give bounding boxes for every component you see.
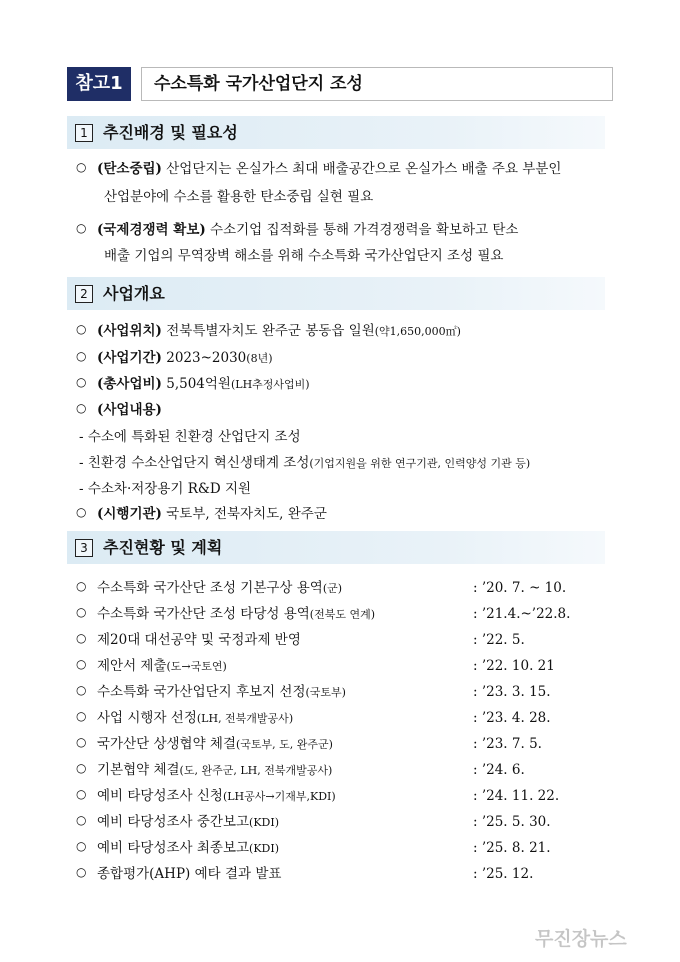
- schedule-item: [97, 838, 279, 859]
- bullet-icon: ○: [76, 735, 87, 749]
- content-text: - 수소차·저장용기 R&D 지원: [79, 481, 252, 497]
- schedule-text: 제20대 대선공약 및 국정과제 반영: [97, 632, 301, 648]
- overview-content-label: (사업내용): [97, 402, 162, 418]
- schedule-text: 수소특화 국가산단 조성 타당성 용역: [97, 606, 310, 622]
- schedule-date: : ’25. 5. 30.: [473, 814, 551, 830]
- schedule-date: : ’23. 4. 28.: [473, 710, 551, 726]
- schedule-item: [97, 734, 333, 755]
- bullet-icon: ○: [76, 322, 87, 336]
- content-item: [79, 453, 530, 474]
- item-text: 전북특별자치도 완주군 봉동읍 일원: [161, 323, 375, 339]
- item-note: (8년): [246, 352, 273, 365]
- bullet-icon: ○: [76, 579, 87, 593]
- schedule-item: [97, 604, 375, 625]
- schedule-date: : ’21.4.~’22.8.: [473, 606, 571, 622]
- overview-location: [97, 321, 461, 342]
- item-label: (탄소중립): [97, 161, 162, 177]
- schedule-item: [97, 786, 336, 807]
- schedule-item: [97, 708, 293, 729]
- schedule-note: (KDI): [249, 842, 280, 855]
- bullet-icon: ○: [76, 709, 87, 723]
- section-header-background: [67, 116, 605, 149]
- schedule-date: : ’25. 8. 21.: [473, 840, 551, 856]
- schedule-text: 사업 시행자 선정: [97, 710, 197, 726]
- schedule-date: : ’23. 3. 15.: [473, 684, 551, 700]
- schedule-date: : ’20. 7. ~ 10.: [473, 580, 567, 596]
- reference-badge: 참고1: [67, 67, 131, 101]
- bullet-icon: ○: [76, 505, 87, 519]
- item-label: (국제경쟁력 확보): [97, 222, 206, 238]
- bullet-icon: ○: [76, 221, 87, 235]
- bullet-icon: ○: [76, 657, 87, 671]
- bullet-icon: ○: [76, 813, 87, 827]
- section-title: 추진배경 및 필요성: [103, 123, 238, 142]
- item-label: (총사업비): [97, 376, 162, 392]
- schedule-date: : ’22. 10. 21: [473, 658, 555, 674]
- content-text: - 친환경 수소산업단지 혁신생태계 조성: [79, 455, 310, 471]
- background-item-competitiveness: [97, 220, 518, 240]
- item-note: (LH추정사업비): [230, 378, 310, 391]
- item-text: 국토부, 전북자치도, 완주군: [161, 506, 327, 522]
- schedule-text: 제안서 제출: [97, 658, 167, 674]
- document-title: 수소특화 국가산업단지 조성: [141, 67, 613, 101]
- bullet-icon: ○: [76, 761, 87, 775]
- background-item-carbon-neutral: [97, 159, 561, 179]
- overview-cost: [97, 374, 310, 395]
- overview-agency: [97, 504, 327, 524]
- schedule-item: [97, 630, 301, 651]
- schedule-item: [97, 812, 279, 833]
- schedule-date: : ’25. 12.: [473, 866, 534, 882]
- schedule-note: (LH공사→기재부,KDI): [222, 790, 336, 803]
- schedule-text: 수소특화 국가산업단지 후보지 선정: [97, 684, 306, 700]
- item-text-continued: 배출 기업의 무역장벽 해소를 위해 수소특화 국가산업단지 조성 필요: [104, 248, 504, 264]
- section-title: 사업개요: [103, 284, 165, 303]
- section-number: 1: [75, 124, 93, 142]
- schedule-date: : ’24. 11. 22.: [473, 788, 560, 804]
- bullet-icon: ○: [76, 401, 87, 415]
- schedule-date: : ’22. 5.: [473, 632, 525, 648]
- item-text-continued: 산업분야에 수소를 활용한 탄소중립 실현 필요: [104, 189, 374, 205]
- item-label: (사업위치): [97, 323, 162, 339]
- bullet-icon: ○: [76, 865, 87, 879]
- section-header-overview: [67, 277, 605, 310]
- item-label: (시행기관): [97, 506, 162, 522]
- content-text: - 수소에 특화된 친환경 산업단지 조성: [79, 429, 301, 445]
- content-note: (기업지원을 위한 연구기관, 인력양성 기관 등): [309, 457, 531, 470]
- bullet-icon: ○: [76, 605, 87, 619]
- watermark-logo: 무진장뉴스: [535, 928, 627, 950]
- schedule-item: [97, 578, 342, 599]
- schedule-text: 수소특화 국가산단 조성 기본구상 용역: [97, 580, 323, 596]
- schedule-date: : ’23. 7. 5.: [473, 736, 542, 752]
- bullet-icon: ○: [76, 160, 87, 174]
- item-note: (약1,650,000㎡): [374, 325, 461, 338]
- schedule-text: 기본협약 체결: [97, 762, 180, 778]
- schedule-item: [97, 760, 332, 781]
- section-number: 3: [75, 539, 93, 557]
- schedule-item: [97, 656, 227, 677]
- bullet-icon: ○: [76, 631, 87, 645]
- schedule-note: (전북도 연계): [309, 608, 375, 621]
- section-header-status: [67, 531, 605, 564]
- bullet-icon: ○: [76, 375, 87, 389]
- item-text: 5,504억원: [161, 376, 231, 392]
- content-item: [79, 427, 301, 448]
- section-title: 추진현황 및 계획: [103, 538, 223, 557]
- schedule-text: 국가산단 상생협약 체결: [97, 736, 236, 752]
- schedule-text: 예비 타당성조사 최종보고: [97, 840, 250, 856]
- content-item: [79, 479, 251, 500]
- schedule-note: (KDI): [249, 816, 280, 829]
- overview-period: [97, 348, 273, 369]
- schedule-text: 예비 타당성조사 중간보고: [97, 814, 250, 830]
- schedule-item: [97, 864, 281, 885]
- title-bar: [67, 67, 613, 101]
- schedule-note: (국토부): [305, 686, 346, 699]
- schedule-text: 종합평가(AHP) 예타 결과 발표: [97, 866, 282, 882]
- section-number: 2: [75, 285, 93, 303]
- schedule-note: (국토부, 도, 완주군): [236, 738, 333, 751]
- schedule-note: (LH, 전북개발공사): [196, 712, 294, 725]
- schedule-text: 예비 타당성조사 신청: [97, 788, 223, 804]
- schedule-note: (도→국토연): [166, 660, 227, 673]
- bullet-icon: ○: [76, 349, 87, 363]
- bullet-icon: ○: [76, 787, 87, 801]
- schedule-note: (군): [322, 582, 343, 595]
- schedule-item: [97, 682, 346, 703]
- bullet-icon: ○: [76, 683, 87, 697]
- item-text: 산업단지는 온실가스 최대 배출공간으로 온실가스 배출 주요 부분인: [161, 161, 562, 177]
- item-label: (사업기간): [97, 350, 162, 366]
- schedule-note: (도, 완주군, LH, 전북개발공사): [179, 764, 333, 777]
- schedule-date: : ’24. 6.: [473, 762, 525, 778]
- bullet-icon: ○: [76, 839, 87, 853]
- item-text: 2023~2030: [161, 350, 247, 366]
- item-text: 수소기업 집적화를 통해 가격경쟁력을 확보하고 탄소: [205, 222, 519, 238]
